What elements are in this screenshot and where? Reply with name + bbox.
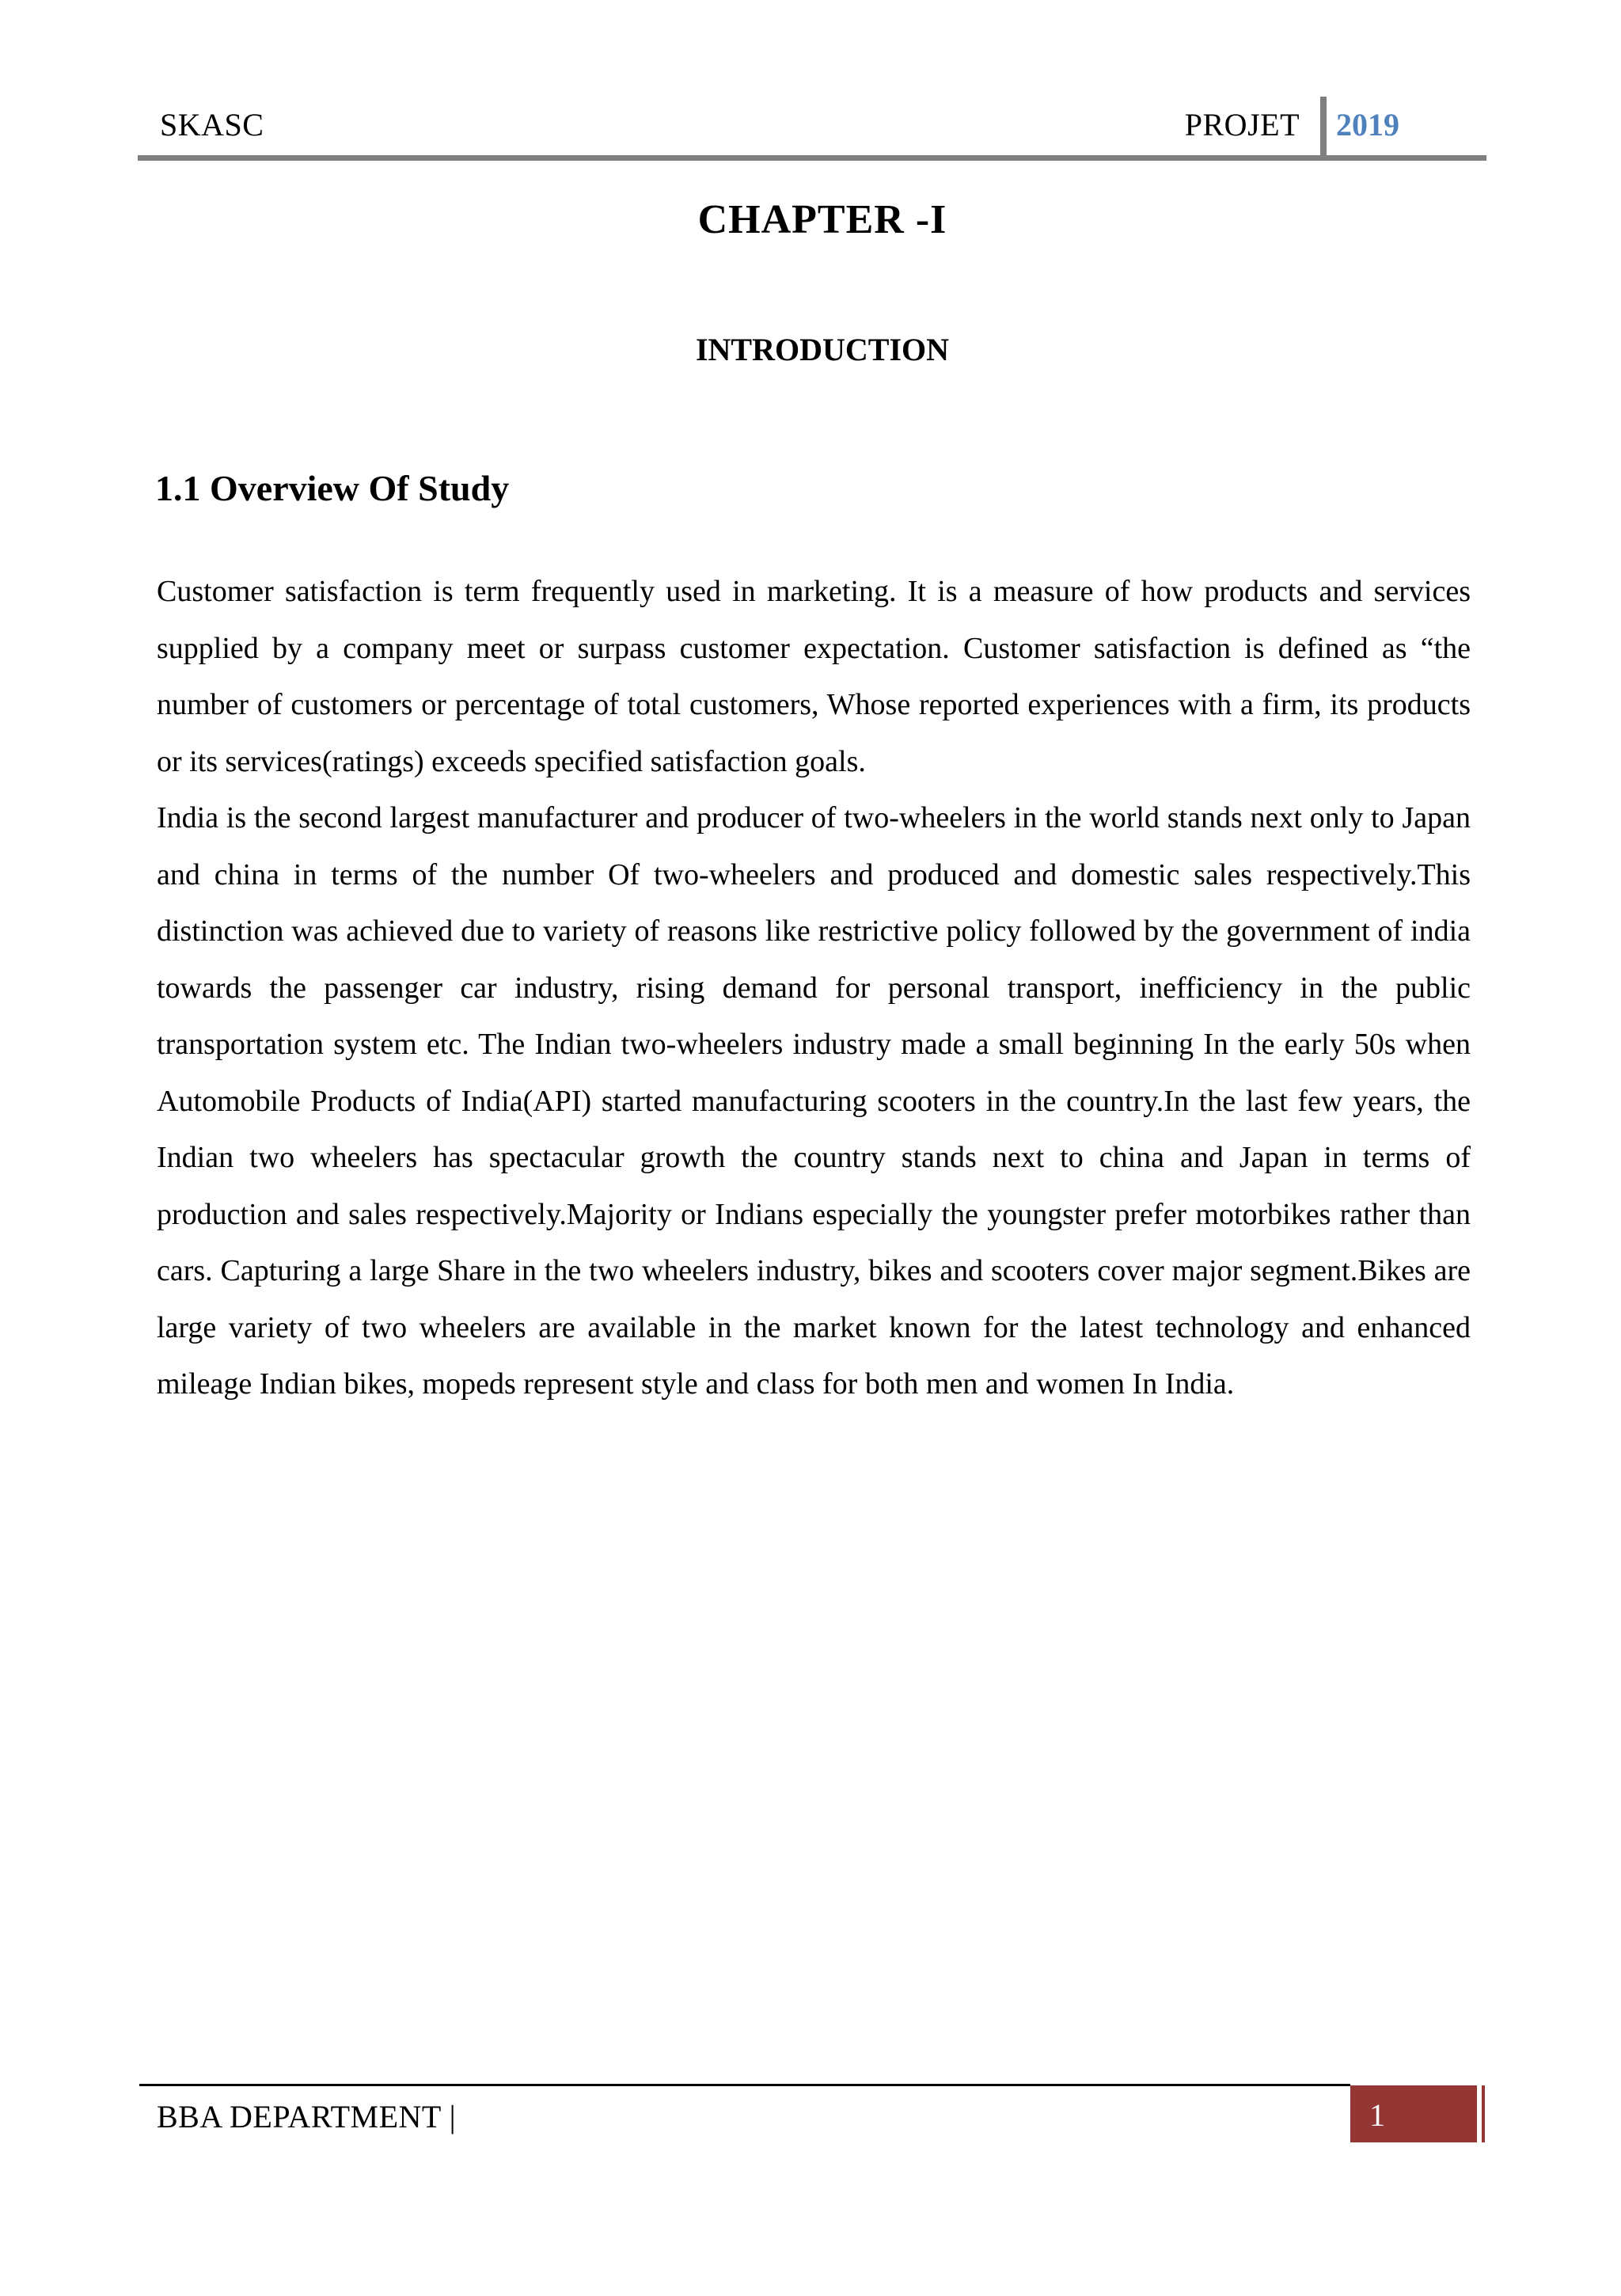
paragraph-two-wheeler-industry: India is the second largest manufacturer and producer of two-wheelers in the world stands next only to Japan and china in terms of the number Of two-wheelers and produced and domestic sales respectively.This distinction was achieved due to variety of reasons like restrictive policy followed by the government of india towards the passenger car industry, rising demand for personal transport, inefficiency in the public transportation system etc. The Indian two-wheelers industry made a small beginning In the early 50s when Automobile Products of India(API) started manufacturing scooters in the country.In the last few years, the Indian two wheelers has spectacular growth the country stands next to china and Japan in terms of production and sales respectively.Majority or Indians especially the youngster prefer motorbikes rather than cars. Capturing a large Share in the two wheelers industry, bikes and scooters cover major segment.Bikes are large variety of two wheelers are available in the market known for the latest technology and enhanced mileage Indian bikes, mopeds represent style and class for both men and women In India.: [157, 801, 1471, 1401]
footer-rule: [139, 2084, 1350, 2086]
header-rule: [138, 155, 1486, 161]
header-project-label: PROJET: [1184, 107, 1300, 143]
body-text: [157, 564, 1471, 1413]
introduction-title: INTRODUCTION: [695, 332, 950, 367]
header-institution: SKASC: [160, 107, 264, 143]
header-divider: [1320, 97, 1327, 158]
page-number-box: [1350, 2085, 1485, 2142]
footer-notch-line: [1482, 2085, 1485, 2142]
chapter-title: CHAPTER -I: [697, 197, 947, 242]
section-heading: 1.1 Overview Of Study: [155, 468, 510, 508]
header-year: 2019: [1336, 107, 1399, 143]
footer-department: BBA DEPARTMENT |: [157, 2099, 457, 2134]
page-header: [138, 93, 1486, 162]
paragraph-customer-satisfaction: Customer satisfaction is term frequently used in marketing. It is a measure of how products and services supplied by a company meet or surpass customer expectation. Customer satisfaction is defined as “the number of customers or percentage of total customers, Whose reported experiences with a firm, its products or its services(ratings) exceeds specified satisfaction goals.: [157, 575, 1471, 778]
page-number: 1: [1369, 2097, 1385, 2133]
